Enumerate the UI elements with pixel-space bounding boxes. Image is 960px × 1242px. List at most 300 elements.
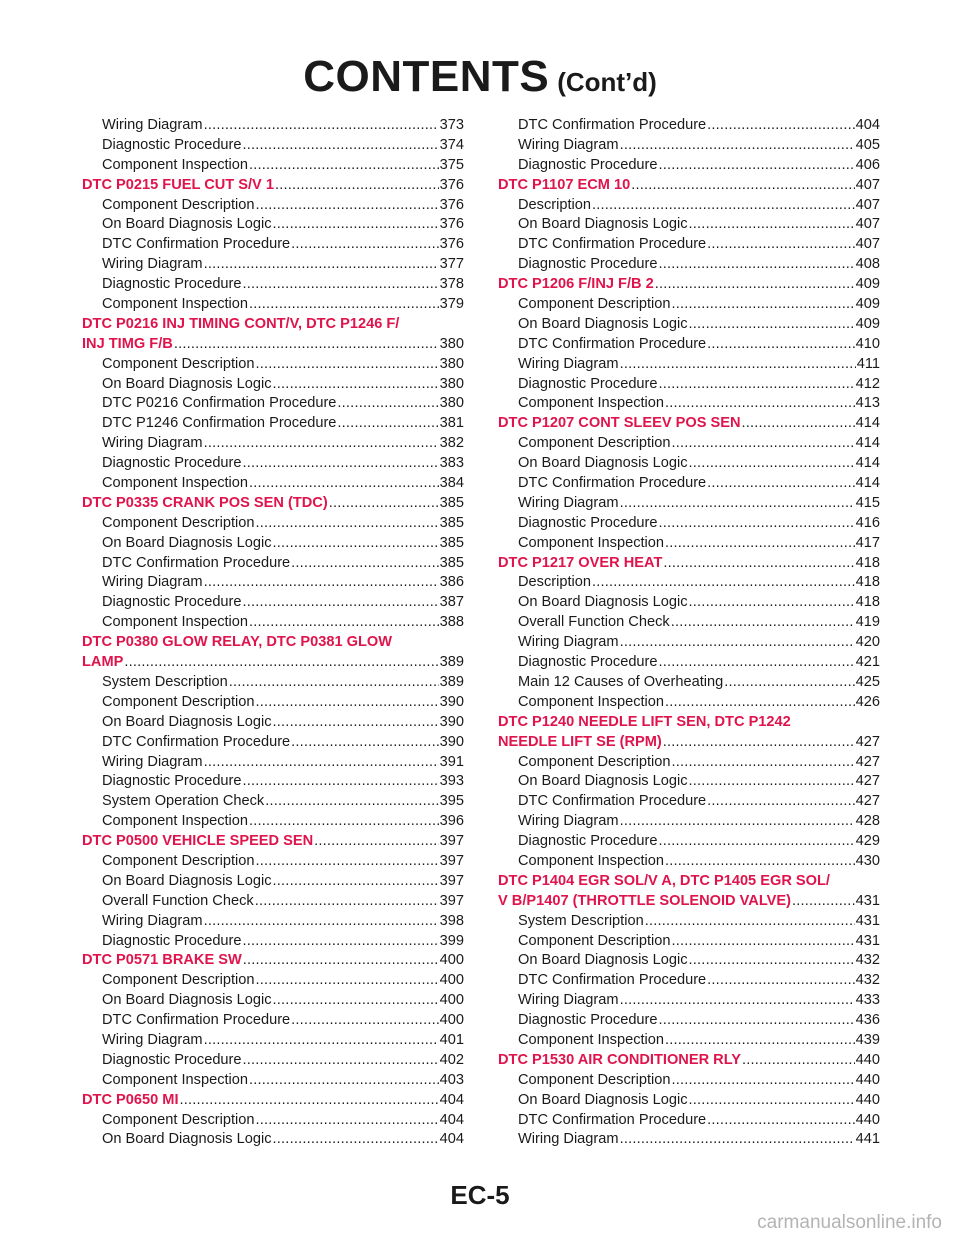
dot-leader — [707, 1111, 854, 1131]
toc-entry[interactable] — [498, 951, 880, 971]
toc-entry[interactable] — [498, 573, 880, 593]
toc-entry[interactable] — [498, 295, 880, 315]
toc-section-heading[interactable] — [498, 414, 880, 434]
toc-entry[interactable] — [498, 1031, 880, 1051]
dot-leader — [314, 832, 438, 852]
toc-entry-label: DTC Confirmation Procedure — [518, 972, 707, 989]
toc-entry-page: 376 — [439, 236, 464, 253]
dot-leader — [204, 255, 439, 275]
toc-section-heading[interactable] — [82, 653, 464, 673]
toc-entry-page: 386 — [439, 574, 464, 591]
toc-entry-label: On Board Diagnosis Logic — [102, 713, 272, 730]
toc-entry-label: DTC P1107 ECM 10 — [498, 176, 631, 193]
toc-entry[interactable] — [498, 593, 880, 613]
toc-entry[interactable] — [82, 613, 464, 633]
toc-entry[interactable] — [498, 315, 880, 335]
toc-entry-page: 407 — [855, 216, 880, 233]
toc-entry-page: 379 — [439, 296, 464, 313]
toc-entry[interactable] — [498, 673, 880, 693]
dot-leader — [124, 653, 438, 673]
toc-section-heading[interactable] — [82, 176, 464, 196]
dot-leader — [659, 1011, 855, 1031]
dot-leader — [243, 772, 439, 792]
toc-entry-label: On Board Diagnosis Logic — [102, 216, 272, 233]
toc-entry[interactable] — [498, 335, 880, 355]
toc-entry-page: 385 — [439, 494, 464, 511]
toc-entry[interactable] — [498, 613, 880, 633]
toc-entry-page: 375 — [439, 156, 464, 173]
toc-entry-page: 440 — [855, 1051, 880, 1068]
toc-entry-page: 390 — [439, 733, 464, 750]
dot-leader — [592, 573, 855, 593]
toc-entry-page: 420 — [855, 634, 880, 651]
dot-leader — [742, 414, 855, 434]
toc-entry-page: 397 — [439, 852, 464, 869]
toc-entry[interactable] — [498, 136, 880, 156]
toc-entry-label: Component Inspection — [518, 395, 665, 412]
toc-entry-label: DTC P0500 VEHICLE SPEED SEN — [82, 833, 314, 850]
toc-entry-label: Diagnostic Procedure — [518, 256, 658, 273]
toc-entry-page: 377 — [439, 256, 464, 273]
toc-entry-label: Component Inspection — [102, 475, 249, 492]
toc-entry[interactable] — [498, 196, 880, 216]
dot-leader — [273, 713, 439, 733]
toc-entry-page: 389 — [439, 654, 464, 671]
toc-entry[interactable] — [498, 693, 880, 713]
toc-entry[interactable] — [498, 633, 880, 653]
toc-entry-page: 380 — [439, 355, 464, 372]
toc-section-heading[interactable] — [82, 335, 464, 355]
toc-entry-page: 417 — [855, 534, 880, 551]
toc-entry[interactable] — [498, 653, 880, 673]
toc-entry-page: 402 — [439, 1051, 464, 1068]
toc-entry-label: Wiring Diagram — [102, 117, 203, 133]
toc-entry[interactable] — [498, 494, 880, 514]
toc-entry[interactable] — [498, 1111, 880, 1131]
dot-leader — [689, 593, 855, 613]
toc-entry[interactable] — [498, 375, 880, 395]
toc-entry-label: Component Description — [518, 753, 671, 770]
toc-entry[interactable] — [82, 196, 464, 216]
toc-entry[interactable] — [498, 852, 880, 872]
toc-entry-page: 400 — [439, 972, 464, 989]
toc-entry-page: 399 — [439, 932, 464, 949]
toc-entry-label: Diagnostic Procedure — [102, 773, 242, 790]
toc-entry-page: 432 — [855, 952, 880, 969]
dot-leader — [243, 951, 439, 971]
toc-entry[interactable] — [82, 713, 464, 733]
toc-entry[interactable] — [82, 215, 464, 235]
dot-leader — [689, 215, 855, 235]
toc-entry[interactable] — [82, 474, 464, 494]
toc-entry[interactable] — [82, 1031, 464, 1051]
page-number: EC-5 — [450, 1180, 510, 1210]
toc-entry-page: 401 — [439, 1031, 464, 1048]
dot-leader — [249, 474, 439, 494]
toc-entry-label: Component Inspection — [102, 813, 249, 830]
toc-entry-label: On Board Diagnosis Logic — [102, 375, 272, 392]
toc-entry-label: On Board Diagnosis Logic — [102, 534, 272, 551]
dot-leader — [291, 235, 438, 255]
toc-entry-label: Diagnostic Procedure — [518, 514, 658, 531]
dot-leader — [689, 315, 855, 335]
toc-entry-page: 395 — [439, 793, 464, 810]
toc-entry-page: 407 — [855, 176, 880, 193]
toc-section-heading[interactable] — [82, 494, 464, 514]
toc-entry-page: 373 — [439, 117, 464, 133]
toc-entry[interactable] — [498, 971, 880, 991]
toc-entry[interactable] — [82, 852, 464, 872]
toc-entry-label: Component Description — [102, 972, 255, 989]
toc-section-heading[interactable] — [82, 951, 464, 971]
toc-entry[interactable] — [82, 693, 464, 713]
toc-entry-label: Component Inspection — [518, 1031, 665, 1048]
dot-leader — [620, 991, 855, 1011]
dot-leader — [256, 971, 439, 991]
toc-entry-page: 385 — [439, 514, 464, 531]
dot-leader — [672, 434, 855, 454]
toc-entry-page: 441 — [855, 1131, 880, 1148]
toc-entry-page: 428 — [855, 813, 880, 830]
dot-leader — [273, 991, 439, 1011]
toc-entry[interactable] — [498, 1011, 880, 1031]
toc-entry[interactable] — [82, 753, 464, 773]
toc-entry-label: Diagnostic Procedure — [102, 594, 242, 611]
toc-entry-label: DTC P1530 AIR CONDITIONER RLY — [498, 1051, 742, 1068]
toc-entry-label: Component Inspection — [518, 534, 665, 551]
toc-entry-page: 393 — [439, 773, 464, 790]
dot-leader — [255, 892, 439, 912]
toc-entry[interactable] — [82, 912, 464, 932]
toc-entry[interactable] — [498, 215, 880, 235]
dot-leader — [659, 156, 855, 176]
dot-leader — [620, 633, 855, 653]
toc-entry-page: 410 — [855, 335, 880, 352]
toc-entry[interactable] — [498, 355, 880, 375]
toc-entry-page: 411 — [856, 355, 880, 372]
toc-entry-page: 405 — [855, 136, 880, 153]
toc-entry-page: 413 — [855, 395, 880, 412]
toc-entry[interactable] — [82, 792, 464, 812]
dot-leader — [273, 215, 439, 235]
toc-entry[interactable] — [82, 772, 464, 792]
toc-entry-label: DTC Confirmation Procedure — [518, 117, 707, 133]
dot-leader — [707, 474, 854, 494]
toc-entry-page: 400 — [439, 1012, 464, 1029]
toc-entry-page: 400 — [439, 952, 464, 969]
dot-leader — [665, 534, 855, 554]
toc-entry-page: 378 — [439, 276, 464, 293]
toc-entry[interactable] — [82, 156, 464, 176]
dot-leader — [174, 335, 439, 355]
toc-entry-label: Overall Function Check — [518, 614, 670, 631]
toc-entry[interactable] — [498, 991, 880, 1011]
toc-entry[interactable] — [82, 593, 464, 613]
dot-leader — [204, 116, 439, 136]
dot-leader — [243, 593, 439, 613]
toc-entry[interactable] — [82, 1071, 464, 1091]
toc-entry-label: On Board Diagnosis Logic — [102, 1131, 272, 1148]
toc-entry-label: System Operation Check — [102, 793, 265, 810]
toc-section-heading[interactable] — [82, 1091, 464, 1111]
dot-leader — [273, 375, 439, 395]
dot-leader — [256, 514, 439, 534]
toc-entry[interactable] — [82, 971, 464, 991]
toc-entry-label: Description — [518, 196, 591, 213]
toc-entry-label: DTC P1207 CONT SLEEV POS SEN — [498, 415, 741, 432]
toc-entry-label: Overall Function Check — [102, 892, 254, 909]
toc-entry-label: DTC P1246 Confirmation Procedure — [102, 415, 337, 432]
toc-entry-label: Wiring Diagram — [102, 256, 203, 273]
toc-heading-line: DTC P0380 GLOW RELAY, DTC P0381 GLOW — [82, 634, 393, 651]
toc-entry[interactable] — [498, 1091, 880, 1111]
dot-leader — [273, 1130, 439, 1150]
toc-entry-page: 408 — [855, 256, 880, 273]
toc-entry-label: On Board Diagnosis Logic — [518, 455, 688, 472]
toc-entry-page: 407 — [855, 196, 880, 213]
dot-leader — [291, 554, 438, 574]
toc-entry[interactable] — [82, 1111, 464, 1131]
toc-entry-page: 416 — [855, 514, 880, 531]
toc-entry-page: 414 — [855, 455, 880, 472]
toc-entry[interactable] — [498, 753, 880, 773]
toc-entry-label: Component Description — [102, 514, 255, 531]
dot-leader — [672, 1071, 855, 1091]
toc-entry-label: Diagnostic Procedure — [102, 932, 242, 949]
toc-entry[interactable] — [498, 1071, 880, 1091]
dot-leader — [672, 295, 855, 315]
toc-entry-page: 431 — [855, 912, 880, 929]
toc-entry-label: Wiring Diagram — [102, 912, 203, 929]
toc-entry[interactable] — [498, 1130, 880, 1150]
toc-entry-label: Wiring Diagram — [518, 992, 619, 1009]
toc-entry-page: 425 — [855, 673, 880, 690]
dot-leader — [665, 693, 855, 713]
dot-leader — [659, 832, 855, 852]
toc-entry-page: 397 — [439, 872, 464, 889]
toc-entry[interactable] — [82, 991, 464, 1011]
toc-entry-label: Component Inspection — [102, 1071, 249, 1088]
toc-entry-label: System Description — [102, 673, 228, 690]
toc-entry-label: DTC Confirmation Procedure — [518, 335, 707, 352]
toc-entry-page: 436 — [855, 1012, 880, 1029]
toc-entry-label: Component Description — [102, 852, 255, 869]
toc-entry-page: 431 — [855, 892, 880, 909]
toc-entry-page: 440 — [855, 1071, 880, 1088]
toc-entry-label: Component Inspection — [518, 693, 665, 710]
dot-leader — [249, 1071, 439, 1091]
dot-leader — [243, 932, 439, 952]
toc-entry[interactable] — [498, 255, 880, 275]
dot-leader — [742, 1051, 855, 1071]
toc-entry-label: Diagnostic Procedure — [518, 375, 658, 392]
toc-entry-page: 414 — [855, 415, 880, 432]
page-title — [0, 52, 960, 102]
toc-entry[interactable] — [498, 832, 880, 852]
toc-entry[interactable] — [498, 235, 880, 255]
toc-section-heading[interactable] — [498, 176, 880, 196]
toc-section-heading[interactable] — [498, 1051, 880, 1071]
toc-entry-page: 409 — [855, 296, 880, 313]
dot-leader — [275, 176, 439, 196]
toc-entry-page: 404 — [439, 1091, 464, 1108]
toc-entry-label: Wiring Diagram — [518, 355, 619, 372]
dot-leader — [665, 1031, 855, 1051]
toc-entry-label: Wiring Diagram — [102, 574, 203, 591]
toc-entry-page: 418 — [855, 554, 880, 571]
dot-leader — [337, 394, 438, 414]
watermark: carmanualsonline.info — [757, 1212, 942, 1233]
dot-leader — [620, 136, 855, 156]
toc-entry-label: On Board Diagnosis Logic — [102, 992, 272, 1009]
toc-section-heading[interactable] — [498, 892, 880, 912]
toc-entry[interactable] — [82, 394, 464, 414]
toc-entry-label: Component Description — [102, 355, 255, 372]
toc-entry[interactable] — [82, 414, 464, 434]
toc-entry[interactable] — [82, 1130, 464, 1150]
toc-entry-page: 376 — [439, 196, 464, 213]
toc-entry-label: On Board Diagnosis Logic — [102, 872, 272, 889]
toc-entry-label: Wiring Diagram — [518, 136, 619, 153]
dot-leader — [265, 792, 438, 812]
dot-leader — [655, 275, 855, 295]
toc-section-heading[interactable] — [498, 733, 880, 753]
toc-entry[interactable] — [82, 434, 464, 454]
toc-entry-label: On Board Diagnosis Logic — [518, 315, 688, 332]
toc-entry[interactable] — [82, 295, 464, 315]
toc-entry-page: 381 — [439, 415, 464, 432]
dot-leader — [204, 573, 439, 593]
toc-entry[interactable] — [498, 792, 880, 812]
toc-entry-label: Component Inspection — [518, 852, 665, 869]
toc-entry-label: Wiring Diagram — [102, 753, 203, 770]
dot-leader — [243, 454, 439, 474]
toc-entry-page: 383 — [439, 455, 464, 472]
toc-entry[interactable] — [498, 116, 880, 136]
toc-entry-label: Diagnostic Procedure — [102, 455, 242, 472]
toc-entry-page: 440 — [855, 1111, 880, 1128]
toc-entry-page: 380 — [439, 375, 464, 392]
toc-entry[interactable] — [82, 255, 464, 275]
toc-entry-page: 415 — [855, 494, 880, 511]
toc-entry[interactable] — [498, 454, 880, 474]
toc-entry[interactable] — [498, 156, 880, 176]
toc-entry[interactable] — [82, 673, 464, 693]
toc-entry[interactable] — [82, 554, 464, 574]
toc-section-heading[interactable] — [82, 832, 464, 852]
title-main: CONTENTS — [303, 52, 550, 101]
toc-section-heading[interactable] — [498, 275, 880, 295]
dot-leader — [337, 414, 438, 434]
toc-entry-page: 426 — [855, 693, 880, 710]
toc-entry-page: 414 — [855, 435, 880, 452]
dot-leader — [273, 872, 439, 892]
toc-entry[interactable] — [498, 394, 880, 414]
toc-entry[interactable] — [82, 136, 464, 156]
toc-entry[interactable] — [82, 275, 464, 295]
toc-entry[interactable] — [498, 474, 880, 494]
toc-entry-page: 431 — [855, 932, 880, 949]
toc-entry-label: Wiring Diagram — [518, 634, 619, 651]
toc-entry-label: DTC P0571 BRAKE SW — [82, 952, 242, 969]
toc-entry-page: 432 — [855, 972, 880, 989]
toc-entry[interactable] — [498, 932, 880, 952]
toc-entry[interactable] — [82, 375, 464, 395]
toc-entry-page: 409 — [855, 315, 880, 332]
toc-entry-label: Component Description — [102, 693, 255, 710]
toc-entry-label: V B/P1407 (THROTTLE SOLENOID VALVE) — [498, 892, 791, 909]
toc-entry[interactable] — [498, 514, 880, 534]
toc-entry-page: 387 — [439, 594, 464, 611]
dot-leader — [707, 971, 854, 991]
toc-entry-label: DTC Confirmation Procedure — [518, 236, 707, 253]
toc-entry-label: Main 12 Causes of Overheating — [518, 673, 724, 690]
toc-entry-label: Wiring Diagram — [102, 1031, 203, 1048]
title-subtitle: (Cont’d) — [557, 67, 657, 97]
toc-entry[interactable] — [82, 872, 464, 892]
dot-leader — [620, 812, 855, 832]
toc-entry-label: Diagnostic Procedure — [102, 1051, 242, 1068]
toc-heading-line: DTC P1404 EGR SOL/V A, DTC P1405 EGR SOL/ — [498, 872, 830, 889]
dot-leader — [204, 912, 439, 932]
toc-entry[interactable] — [82, 514, 464, 534]
toc-entry-label: DTC Confirmation Procedure — [518, 1111, 707, 1128]
toc-entry-label: DTC Confirmation Procedure — [102, 236, 291, 253]
toc-section-heading[interactable] — [498, 554, 880, 574]
toc-entry[interactable] — [498, 912, 880, 932]
toc-entry[interactable] — [82, 116, 464, 136]
toc-entry-page: 382 — [439, 435, 464, 452]
toc-entry[interactable] — [82, 1051, 464, 1071]
toc-entry-label: Wiring Diagram — [102, 435, 203, 452]
toc-entry[interactable] — [82, 932, 464, 952]
toc-entry[interactable] — [82, 573, 464, 593]
toc-entry[interactable] — [82, 1011, 464, 1031]
toc-entry-label: DTC Confirmation Procedure — [102, 733, 291, 750]
toc-entry-page: 398 — [439, 912, 464, 929]
dot-leader — [689, 1091, 855, 1111]
toc-entry-label: DTC Confirmation Procedure — [102, 554, 291, 571]
dot-leader — [707, 235, 854, 255]
dot-leader — [663, 733, 855, 753]
toc-entry-label: On Board Diagnosis Logic — [518, 594, 688, 611]
toc-entry[interactable] — [82, 733, 464, 753]
toc-entry[interactable] — [82, 235, 464, 255]
toc-entry[interactable] — [82, 355, 464, 375]
dot-leader — [204, 434, 439, 454]
toc-entry-page: 427 — [855, 753, 880, 770]
toc-entry[interactable] — [498, 434, 880, 454]
toc-entry-label: Wiring Diagram — [518, 494, 619, 511]
toc-entry-label: DTC P0216 Confirmation Procedure — [102, 395, 337, 412]
toc-entry[interactable] — [498, 812, 880, 832]
dot-leader — [707, 792, 854, 812]
dot-leader — [671, 613, 855, 633]
toc-entry-page: 390 — [439, 693, 464, 710]
toc-entry[interactable] — [82, 812, 464, 832]
toc-entry[interactable] — [498, 534, 880, 554]
toc-entry-page: 409 — [855, 276, 880, 293]
toc-entry[interactable] — [82, 534, 464, 554]
dot-leader — [645, 912, 855, 932]
toc-entry-page: 430 — [855, 852, 880, 869]
toc-entry[interactable] — [82, 892, 464, 912]
toc-entry[interactable] — [498, 772, 880, 792]
toc-entry-page: 397 — [439, 892, 464, 909]
dot-leader — [792, 892, 855, 912]
toc-entry-label: Component Description — [102, 1111, 255, 1128]
toc-entry[interactable] — [82, 454, 464, 474]
